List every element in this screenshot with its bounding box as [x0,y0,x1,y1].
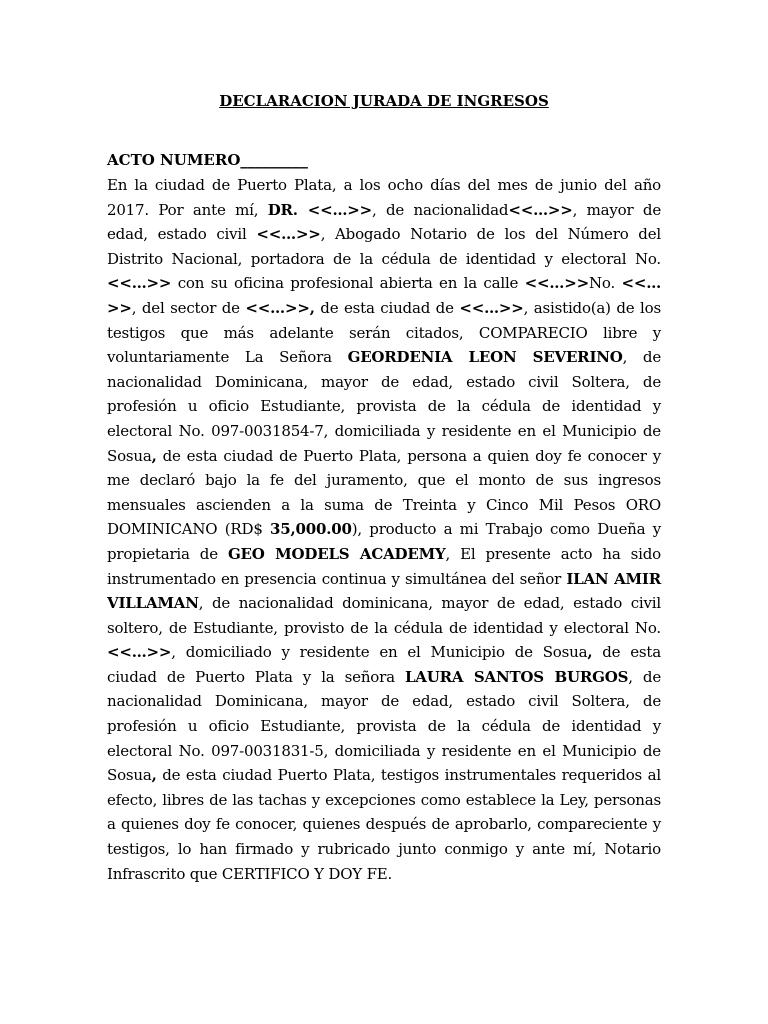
bold-text-run: <<…>> [107,274,172,293]
text-run: En la ciudad de Puerto Plata, a los ocho días del mes de junio del año 2017. Por ante mí, [107,176,661,219]
acto-numero: ACTO NUMERO_________ [107,151,308,169]
bold-text-run: <<…>> [107,643,172,662]
bold-text-run: 35,000.00 [270,520,352,539]
bold-text-run: GEORDENIA LEON SEVERINO [347,348,623,367]
text-run: de esta ciudad de Puerto Plata y la señora [107,643,661,686]
declaration-paragraph [107,173,661,886]
text-run: , Abogado Notario de los del Número del Distrito Nacional, portadora de la cédula de identidad y electoral No. [107,225,661,268]
text-run: de esta ciudad de Puerto Plata, persona a quien doy fe conocer y me declaró bajo la fe del juramento, que el monto de sus ingresos mensuales ascienden a la suma de Treinta y Cinco Mil Pesos ORO DOMINICANO (RD$ [107,446,661,539]
text-run: , asistido(a) de los testigos que más adelante serán citados, COMPARECIO libre y voluntariamente La Señora [107,298,661,367]
text-run: con su oficina profesional abierta en la calle [171,274,525,293]
text-run: de esta ciudad de [314,298,460,317]
text-run: , mayor de edad, estado civil [107,200,661,244]
bold-text-run: <<…>> [459,298,524,317]
text-run: No. [588,274,622,293]
bold-text-run: , [151,446,157,465]
bold-text-run: <<…>>, [245,298,315,317]
bold-text-run: ILAN AMIR VILLAMAN [107,569,661,613]
text-run: de esta ciudad Puerto Plata, testigos instrumentales requeridos al efecto, libres de las tachas y excepciones como establece la Ley, personas a quienes doy fe conocer, quienes después de aprobarlo, compareciente y testigos, lo han firmado y rubricado junto conmigo y ante mí, Notario Infrascrito que CERTIFICO Y DOY FE. [107,766,661,883]
bold-text-run: , [587,643,593,662]
text-run: , del sector de [131,298,246,317]
bold-text-run: LAURA SANTOS BURGOS [404,667,629,686]
bold-text-run: GEO MODELS ACADEMY [227,544,446,563]
bold-text-run: , [151,766,157,785]
text-run: , de nacionalidad dominicana, mayor de edad, estado civil soltero, de Estudiante, provisto de la cédula de identidad y electoral No. [107,594,661,637]
text-run: , de nacionalidad Dominicana, mayor de edad, estado civil Soltera, de profesión u oficio Estudiante, provista de la cédula de identidad y electoral No. 097-0031854-7, domiciliada y residente en el Municipio de Sosua [107,348,662,465]
text-run: , domiciliado y residente en el Municipio de Sosua [171,643,588,662]
bold-text-run: <<…>> [107,274,661,317]
text-run: , El presente acto ha sido instrumentado en presencia continua y simultánea del señor [107,544,661,588]
document-title: DECLARACION JURADA DE INGRESOS [219,92,549,110]
text-run: ), producto a mi Trabajo como Dueña y propietaria de [107,520,661,563]
bold-text-run: <<…>> [524,274,589,293]
text-run: , de nacionalidad Dominicana, mayor de edad, estado civil Soltera, de profesión u oficio Estudiante, provista de la cédula de identidad y electoral No. 097-0031831-5, domiciliada y residente en el Municipio de Sosua [107,667,661,785]
text-run: , de nacionalidad [372,200,509,219]
bold-text-run: <<…>> [256,225,321,244]
bold-text-run: DR. <<…>> [267,200,372,219]
bold-text-run: <<…>> [508,200,573,219]
